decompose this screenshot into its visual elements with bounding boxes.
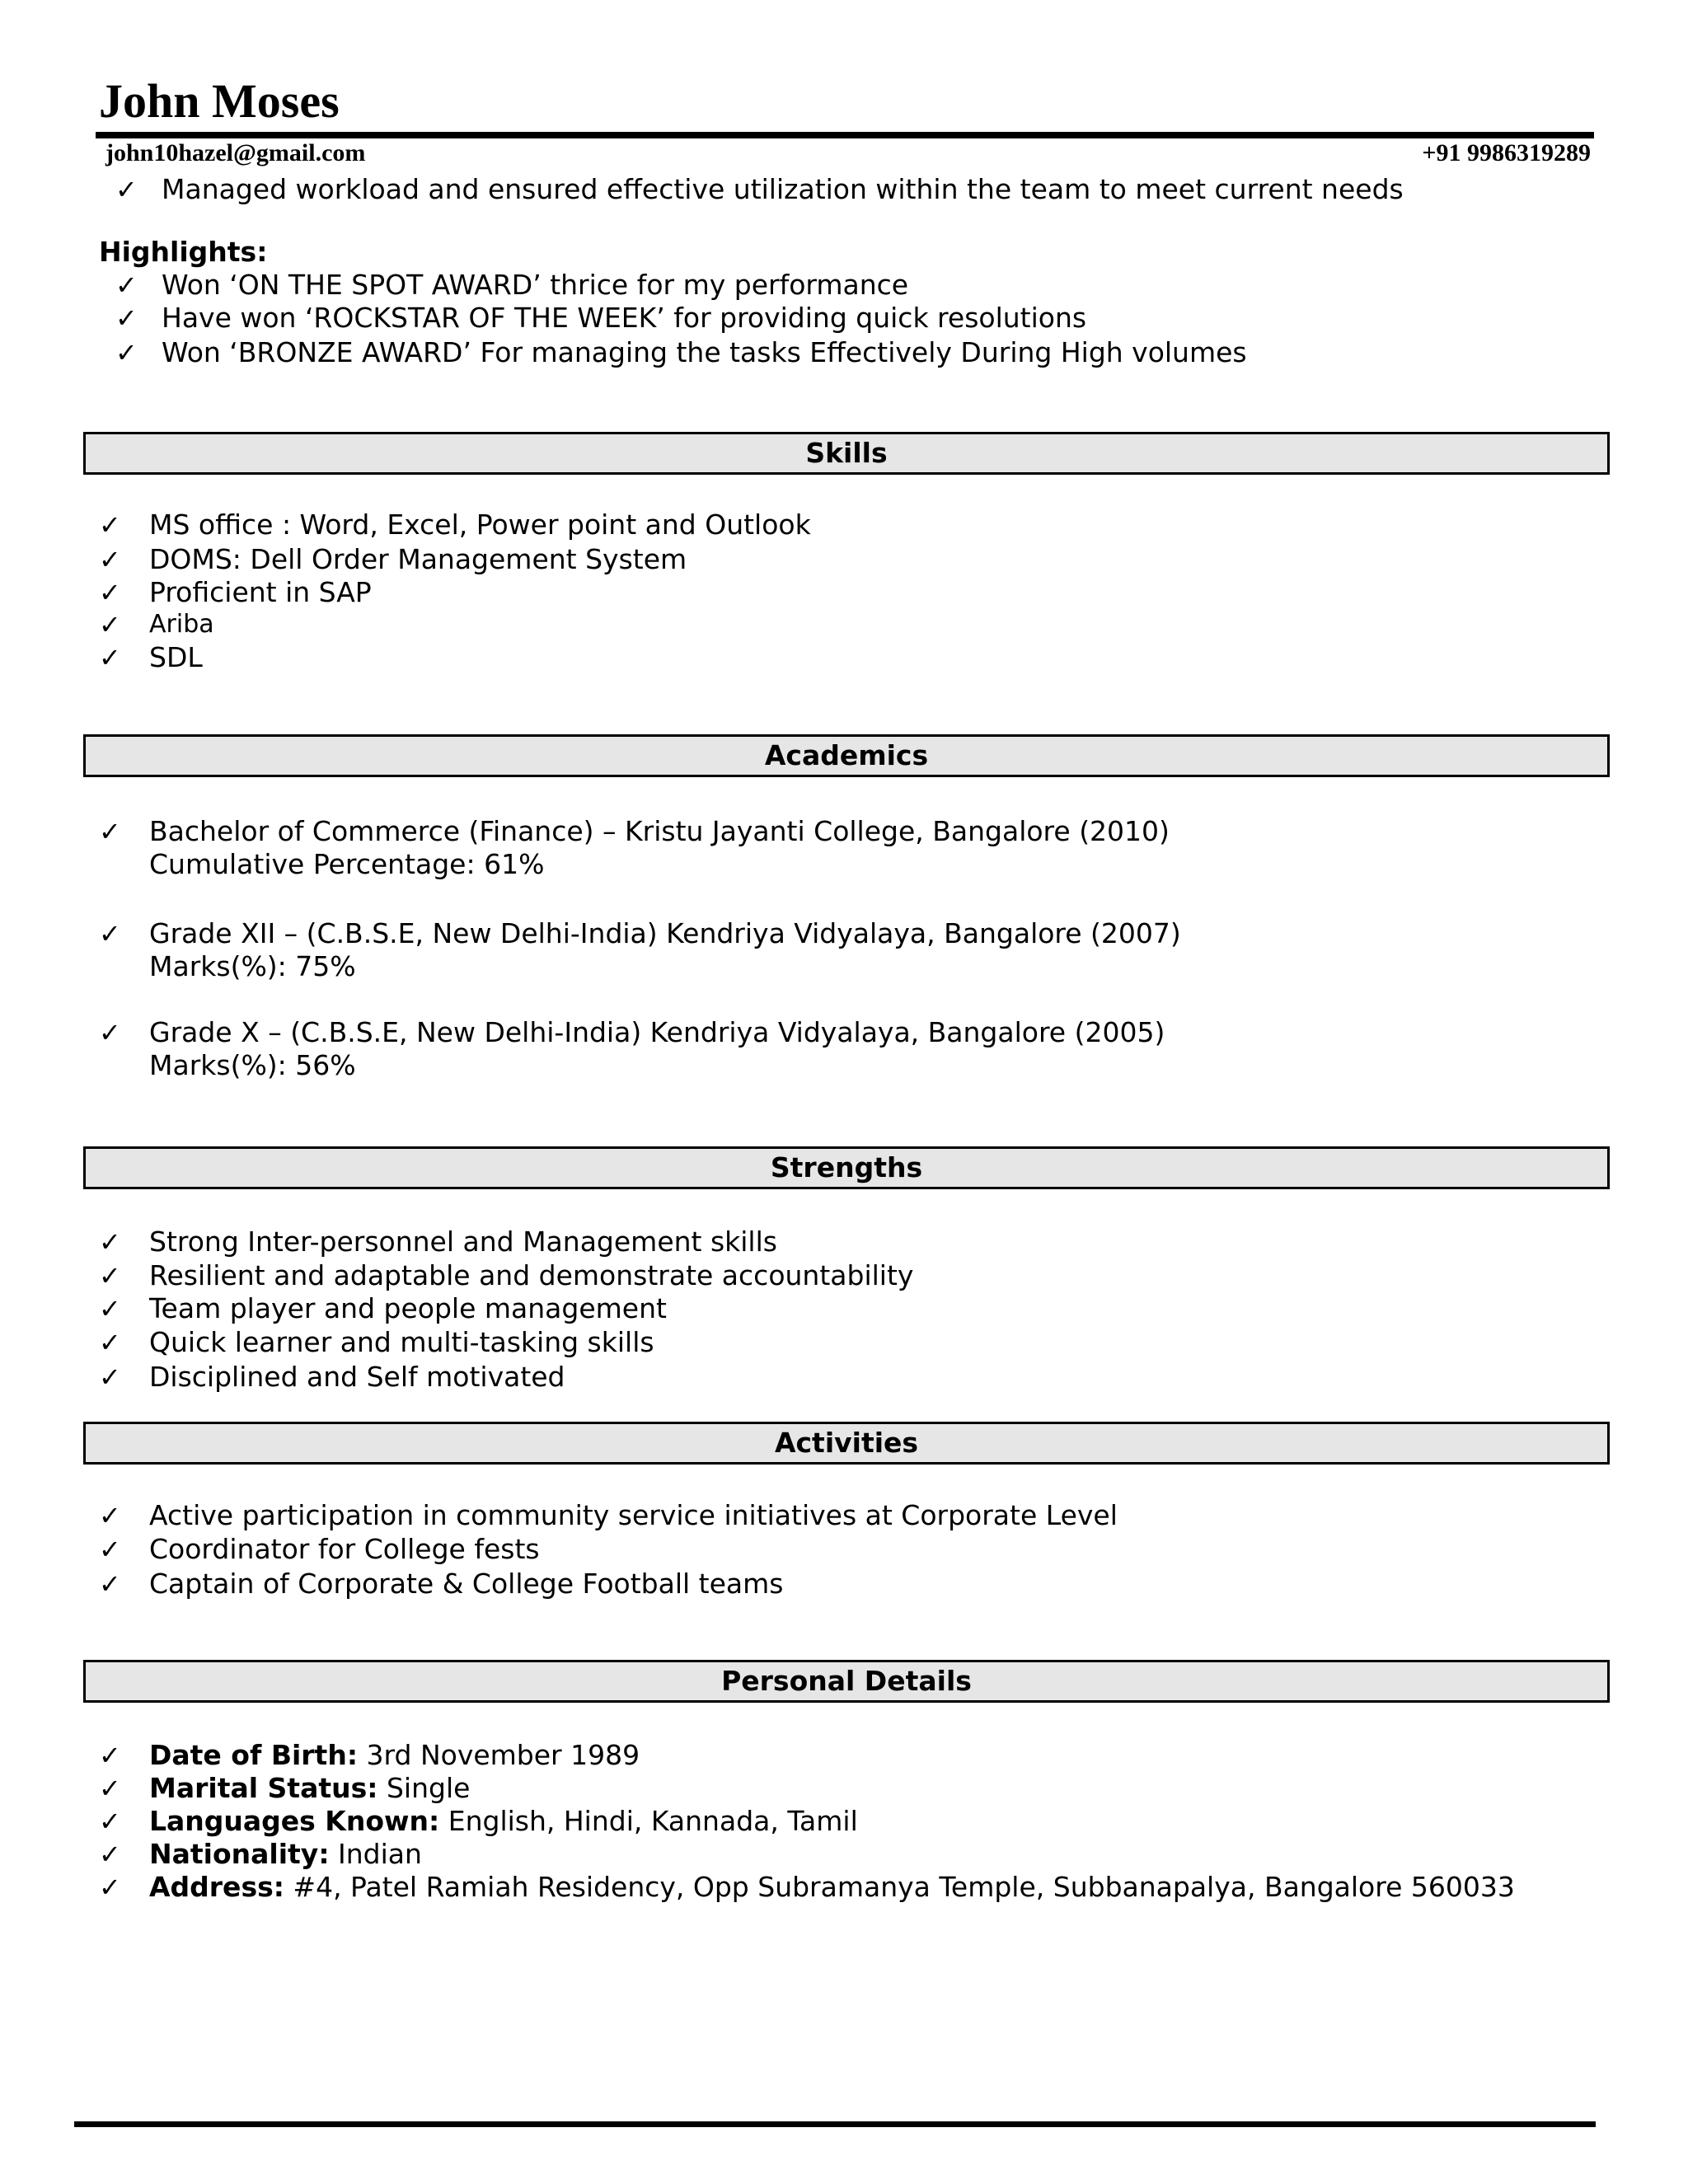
check-icon: ✓ — [99, 1839, 121, 1870]
personal-item-marital — [149, 1772, 470, 1805]
skill-item: MS office : Word, Excel, Power point and Outlook — [149, 509, 811, 541]
highlight-item: Have won ‘ROCKSTAR OF THE WEEK’ for providing quick resolutions — [162, 302, 1087, 334]
academic-score: Marks(%): 75% — [149, 950, 356, 982]
personal-label: Address: — [149, 1871, 284, 1903]
check-icon: ✓ — [99, 1500, 121, 1531]
personal-item-nationality — [149, 1838, 422, 1871]
personal-section-header — [83, 1660, 1610, 1703]
strength-item: Quick learner and multi-tasking skills — [149, 1326, 654, 1358]
check-icon: ✓ — [99, 1226, 121, 1258]
check-icon: ✓ — [99, 1740, 121, 1771]
academic-degree: Grade X – (C.B.S.E, New Delhi-India) Kendriya Vidyalaya, Bangalore (2005) — [149, 1016, 1165, 1048]
academic-score: Marks(%): 56% — [149, 1049, 356, 1081]
personal-label: Marital Status: — [149, 1772, 378, 1804]
academic-degree: Bachelor of Commerce (Finance) – Kristu Jayanti College, Bangalore (2010) — [149, 815, 1170, 847]
experience-item: Managed workload and ensured effective utilization within the team to meet current needs — [162, 173, 1404, 205]
check-icon: ✓ — [99, 1872, 121, 1903]
academic-score: Cumulative Percentage: 61% — [149, 848, 545, 880]
check-icon: ✓ — [99, 642, 121, 673]
personal-value: #4, Patel Ramiah Residency, Opp Subramanya Temple, Subbanapalya, Bangalore 560033 — [293, 1871, 1515, 1903]
check-icon: ✓ — [99, 1260, 121, 1291]
check-icon: ✓ — [99, 1017, 121, 1048]
skill-item: Ariba — [149, 610, 214, 639]
check-icon: ✓ — [99, 816, 121, 847]
skill-item: DOMS: Dell Order Management System — [149, 543, 687, 575]
personal-value: Indian — [338, 1838, 422, 1870]
skills-title: Skills — [805, 437, 888, 469]
check-icon: ✓ — [99, 1327, 121, 1358]
check-icon: ✓ — [99, 1568, 121, 1600]
highlight-item: Won ‘ON THE SPOT AWARD’ thrice for my performance — [162, 269, 909, 301]
academics-title: Academics — [764, 739, 929, 771]
footer-rule — [74, 2121, 1596, 2127]
personal-label: Date of Birth: — [149, 1739, 359, 1771]
check-icon: ✓ — [99, 918, 121, 949]
personal-item-languages — [149, 1805, 858, 1838]
activity-item: Active participation in community service initiatives at Corporate Level — [149, 1499, 1118, 1531]
strength-item: Strong Inter-personnel and Management skills — [149, 1226, 777, 1258]
candidate-name: John Moses — [99, 74, 340, 128]
strengths-title: Strengths — [770, 1151, 923, 1183]
activities-section-header — [83, 1422, 1610, 1465]
strength-item: Team player and people management — [149, 1292, 667, 1324]
check-icon: ✓ — [99, 1361, 121, 1393]
skill-item: SDL — [149, 641, 203, 673]
strength-item: Disciplined and Self motivated — [149, 1361, 565, 1393]
personal-value: English, Hindi, Kannada, Tamil — [448, 1805, 858, 1837]
strength-item: Resilient and adaptable and demonstrate accountability — [149, 1259, 914, 1291]
academics-section-header — [83, 734, 1610, 777]
skills-section-header — [83, 432, 1610, 475]
highlights-heading: Highlights: — [99, 236, 268, 268]
personal-item-dob — [149, 1739, 640, 1772]
personal-value: 3rd November 1989 — [366, 1739, 640, 1771]
skill-item: Proficient in SAP — [149, 576, 372, 608]
activities-title: Activities — [774, 1427, 919, 1459]
activity-item: Coordinator for College fests — [149, 1533, 540, 1565]
academic-degree: Grade XII – (C.B.S.E, New Delhi-India) Kendriya Vidyalaya, Bangalore (2007) — [149, 917, 1181, 949]
check-icon: ✓ — [99, 1773, 121, 1804]
strengths-section-header — [83, 1146, 1610, 1189]
check-icon: ✓ — [115, 174, 138, 205]
check-icon: ✓ — [99, 509, 121, 541]
personal-label: Languages Known: — [149, 1805, 440, 1837]
personal-label: Nationality: — [149, 1838, 330, 1870]
personal-title: Personal Details — [721, 1665, 972, 1697]
email-address: john10hazel@gmail.com — [106, 139, 366, 166]
check-icon: ✓ — [99, 609, 121, 640]
check-icon: ✓ — [115, 302, 138, 334]
personal-value: Single — [386, 1772, 471, 1804]
activity-item: Captain of Corporate & College Football teams — [149, 1568, 784, 1600]
check-icon: ✓ — [115, 269, 138, 301]
header-rule — [96, 132, 1594, 138]
check-icon: ✓ — [99, 1293, 121, 1324]
phone-number: +91 9986319289 — [1422, 139, 1591, 166]
check-icon: ✓ — [115, 337, 138, 368]
check-icon: ✓ — [99, 577, 121, 608]
highlight-item: Won ‘BRONZE AWARD’ For managing the tasks Effectively During High volumes — [162, 336, 1247, 368]
check-icon: ✓ — [99, 1806, 121, 1837]
personal-item-address — [149, 1871, 1515, 1904]
check-icon: ✓ — [99, 1534, 121, 1565]
check-icon: ✓ — [99, 544, 121, 575]
